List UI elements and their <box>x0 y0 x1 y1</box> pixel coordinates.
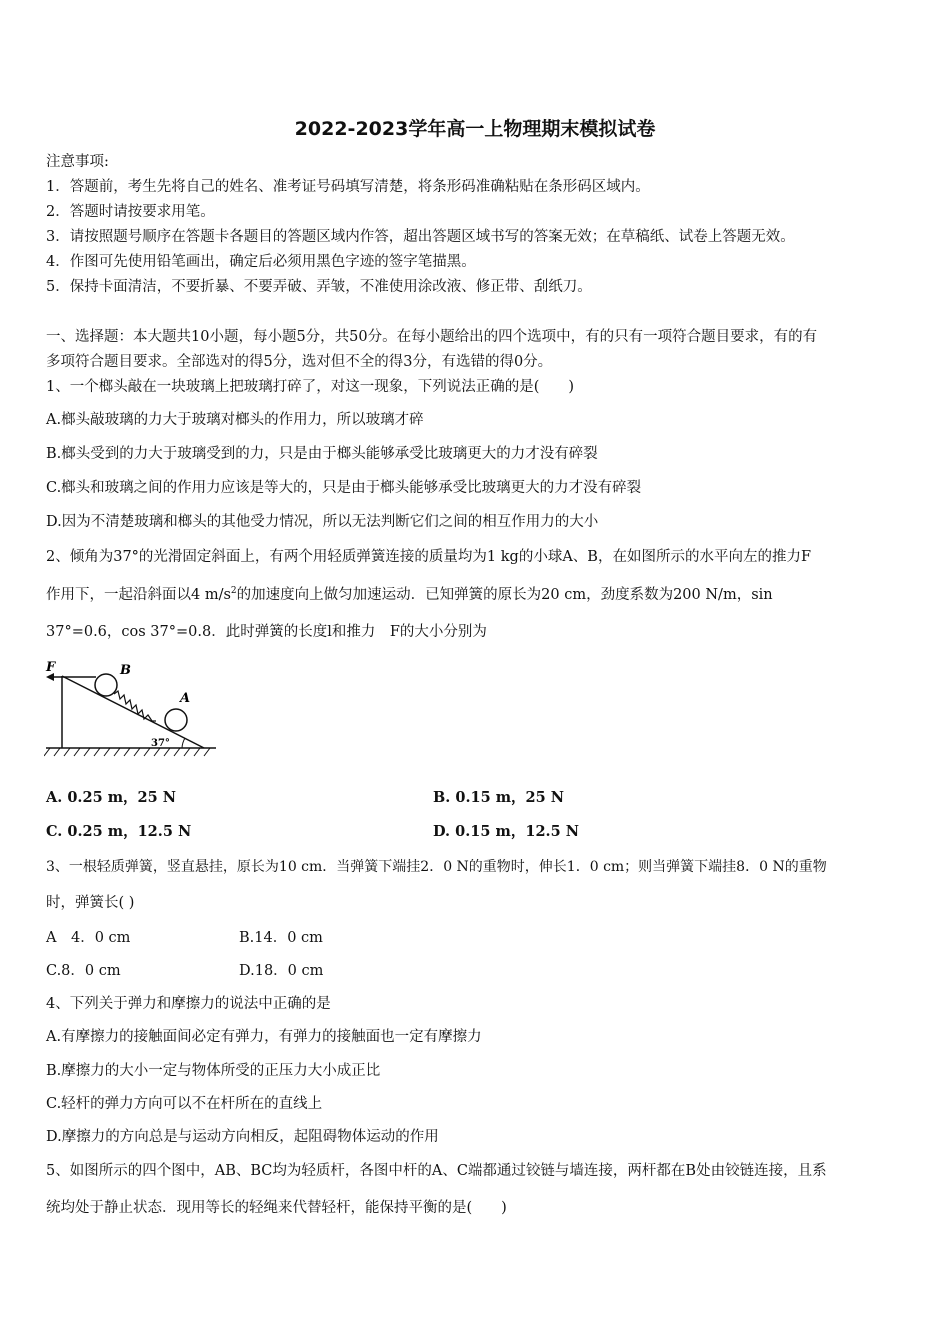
ball-a <box>165 709 187 731</box>
label-f: F <box>46 660 56 675</box>
note-item: 2．答题时请按要求用笔。 <box>46 204 215 220</box>
note-item: 5．保持卡面清洁，不要折暴、不要弄破、弄皱，不准使用涂改液、修正带、刮纸刀。 <box>46 279 592 295</box>
q4-option-b: B.摩擦力的大小一定与物体所受的正压力大小成正比 <box>46 1063 381 1079</box>
q4-option-d: D.摩擦力的方向总是与运动方向相反，起阻碍物体运动的作用 <box>46 1129 439 1145</box>
q2-option-a: A. 0.25 m，25 N <box>46 789 177 806</box>
q2-line1: 2、倾角为37°的光滑固定斜面上，有两个用轻质弹簧连接的质量均为1 kg的小球A、B，在如图所示的水平向左的推力F <box>46 549 812 565</box>
q2-line3: 37°=0.6，cos 37°=0.8．此时弹簧的长度l和推力 F的大小分别为 <box>46 624 487 640</box>
q2-line2a: 作用下，一起沿斜面以4 m/s <box>46 587 231 603</box>
q2-superscript: 2 <box>230 586 237 597</box>
q3-option-a: A 4．0 cm <box>46 930 131 946</box>
q5-line2: 统均处于静止状态．现用等长的轻绳来代替轻杆，能保持平衡的是( ) <box>46 1200 507 1216</box>
q5-line1: 5、如图所示的四个图中，AB、BC均为轻质杆，各图中杆的A、C端都通过铰链与墙连接，两杆都在B处由铰链连接，且系 <box>46 1163 827 1179</box>
q1-option-c: C.榔头和玻璃之间的作用力应该是等大的，只是由于榔头能够承受比玻璃更大的力才没有碎裂 <box>46 480 642 496</box>
note-item: 3．请按照题号顺序在答题卡各题目的答题区域内作答，超出答题区域书写的答案无效；在草稿纸、试卷上答题无效。 <box>46 229 795 245</box>
q3-option-d: D.18．0 cm <box>239 963 324 979</box>
q4-option-a: A.有摩擦力的接触面间必定有弹力，有弹力的接触面也一定有摩擦力 <box>46 1029 482 1045</box>
q1-stem: 1、一个榔头敲在一块玻璃上把玻璃打碎了，对这一现象，下列说法正确的是( ) <box>46 379 575 395</box>
section-heading-cont: 多项符合题目要求。全部选对的得5分，选对但不全的得3分，有选错的得0分。 <box>46 354 553 370</box>
q2-line2 <box>46 585 773 605</box>
page-title: 2022-2023学年高一上物理期末模拟试卷 <box>294 118 656 140</box>
note-item: 4．作图可先使用铅笔画出，确定后必须用黑色字迹的签字笔描黑。 <box>46 254 476 270</box>
ground-hatching <box>44 748 210 756</box>
section-heading: 一、选择题：本大题共10小题，每小题5分，共50分。在每小题给出的四个选项中，有的只有一项符合题目要求，有的有 <box>46 329 818 345</box>
label-b: B <box>120 663 131 678</box>
angle-arc <box>182 738 185 748</box>
q4-stem: 4、下列关于弹力和摩擦力的说法中正确的是 <box>46 996 331 1012</box>
q3-option-b: B.14．0 cm <box>239 930 323 946</box>
q4-option-c: C.轻杆的弹力方向可以不在杆所在的直线上 <box>46 1096 323 1112</box>
ball-b <box>95 674 117 696</box>
label-a: A <box>180 691 191 706</box>
q3-line2: 时，弹簧长( ) <box>46 895 135 911</box>
q3-option-c: C.8．0 cm <box>46 963 121 979</box>
q1-option-d: D.因为不清楚玻璃和榔头的其他受力情况，所以无法判断它们之间的相互作用力的大小 <box>46 514 599 530</box>
label-angle: 37° <box>151 738 170 749</box>
note-item: 1．答题前，考生先将自己的姓名、准考证号码填写清楚，将条形码准确粘贴在条形码区域内。 <box>46 179 650 195</box>
notes-heading: 注意事项: <box>46 154 109 170</box>
q2-option-d: D. 0.15 m，12.5 N <box>433 823 579 840</box>
q2-incline-figure <box>44 658 224 762</box>
q3-line1: 3、一根轻质弹簧，竖直悬挂，原长为10 cm．当弹簧下端挂2．0 N的重物时，伸长1．0 cm；则当弹簧下端挂8．0 N的重物 <box>46 859 827 875</box>
q1-option-a: A.榔头敲玻璃的力大于玻璃对榔头的作用力，所以玻璃才碎 <box>46 412 424 428</box>
q2-option-c: C. 0.25 m，12.5 N <box>46 823 192 840</box>
q2-option-b: B. 0.15 m，25 N <box>433 789 565 806</box>
q2-line2b: 的加速度向上做匀加速运动．已知弹簧的原长为20 cm，劲度系数为200 N/m，sin <box>236 587 773 603</box>
q1-option-b: B.榔头受到的力大于玻璃受到的力，只是由于榔头能够承受比玻璃更大的力才没有碎裂 <box>46 446 598 462</box>
